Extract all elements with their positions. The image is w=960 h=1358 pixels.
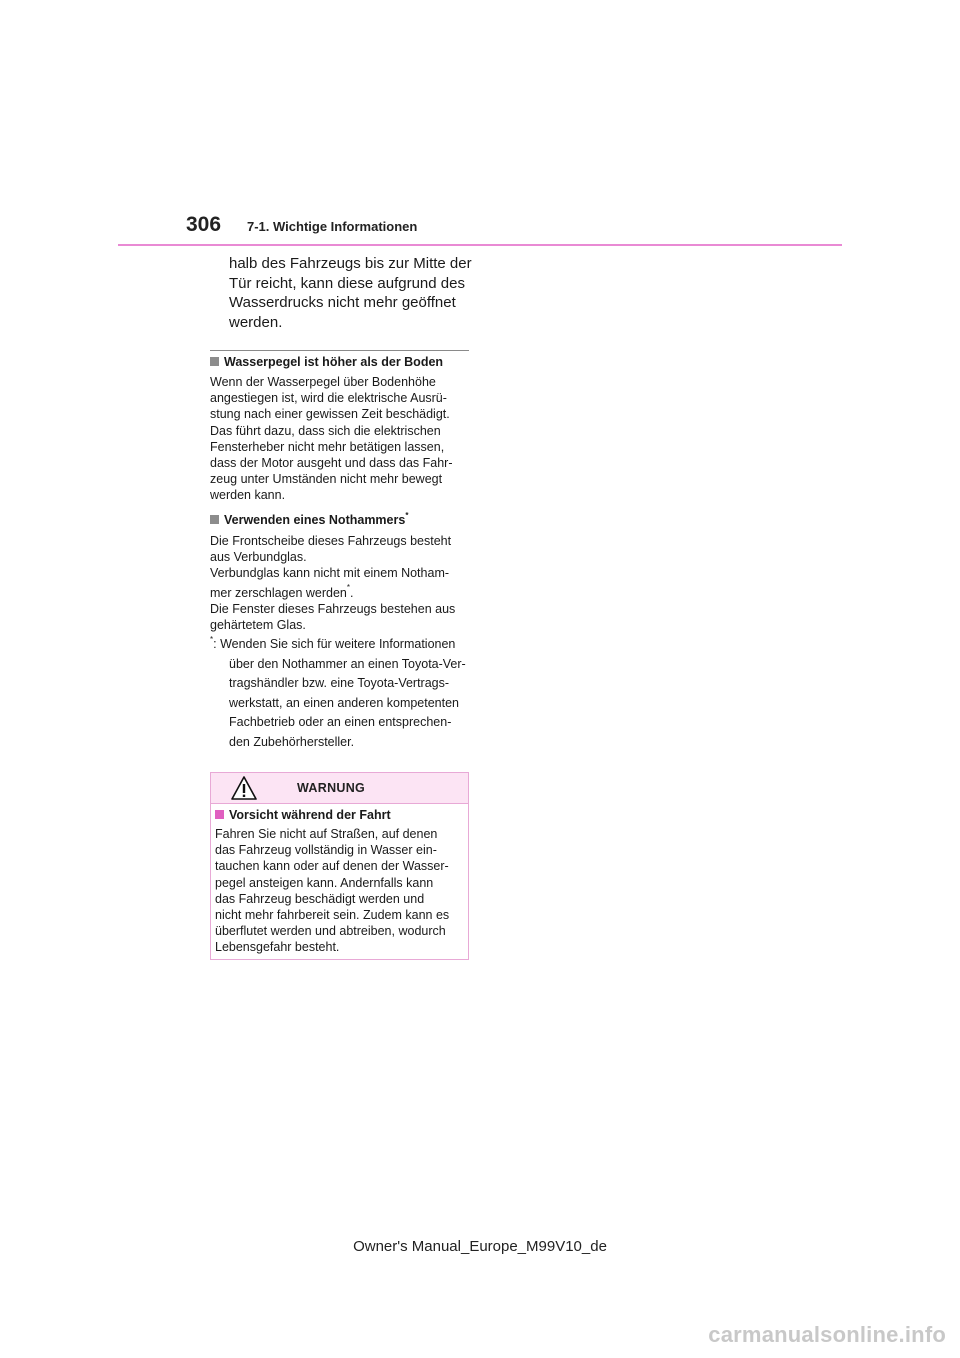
- square-bullet-icon: [210, 357, 219, 366]
- body-line: gehärtetem Glas.: [210, 618, 306, 633]
- section-body-emergency-hammer: [210, 533, 470, 633]
- body-line: stung nach einer gewissen Zeit beschädigt.: [210, 407, 450, 422]
- body-text: .: [350, 585, 354, 600]
- footnote-marker: *: [210, 634, 214, 644]
- warning-line: Fahren Sie nicht auf Straßen, auf denen: [215, 827, 438, 841]
- warning-line: nicht mehr fahrbereit sein. Zudem kann es: [215, 908, 450, 923]
- footnote-text: : Wenden Sie sich für weitere Informationen: [213, 637, 456, 651]
- footnote-line: Fachbetrieb oder an einen entsprechen-: [229, 715, 452, 729]
- body-line: zeug unter Umständen nicht mehr bewegt: [210, 472, 443, 487]
- square-bullet-icon: [210, 515, 219, 524]
- warning-title: WARNUNG: [297, 781, 366, 795]
- warning-heading: [215, 808, 391, 822]
- warning-line: das Fahrzeug beschädigt werden und: [215, 891, 425, 906]
- body-line: Die Frontscheibe dieses Fahrzeugs besteht: [210, 534, 452, 548]
- footnote-line: [210, 635, 480, 655]
- body-line: Wenn der Wasserpegel über Bodenhöhe: [210, 375, 436, 389]
- intro-paragraph: [229, 254, 479, 332]
- footnote: [210, 635, 480, 752]
- intro-line: werden.: [229, 313, 283, 331]
- footnote-line: über den Nothammer an einen Toyota-Ver-: [229, 656, 466, 671]
- warning-line: Lebensgefahr besteht.: [215, 940, 340, 955]
- body-line: aus Verbundglas.: [210, 550, 307, 565]
- body-line: Das führt dazu, dass sich die elektrischen: [210, 423, 441, 438]
- section-heading-text: Verwenden eines Nothammers: [224, 513, 406, 527]
- warning-box: [210, 772, 469, 960]
- footer-text: Owner's Manual_Europe_M99V10_de: [353, 1238, 607, 1255]
- body-text: mer zerschlagen werden: [210, 585, 347, 600]
- warning-body: [215, 826, 465, 956]
- section-heading-water-level: [210, 355, 443, 369]
- section-title: 7-1. Wichtige Informationen: [247, 219, 418, 234]
- warning-heading-text: Vorsicht während der Fahrt: [229, 808, 391, 822]
- warning-line: das Fahrzeug vollständig in Wasser ein-: [215, 843, 437, 858]
- warning-line: pegel ansteigen kann. Andernfalls kann: [215, 875, 434, 890]
- section-separator: [210, 350, 469, 351]
- section-heading-text: Wasserpegel ist höher als der Boden: [224, 355, 444, 369]
- body-line: angestiegen ist, wird die elektrische Ausrü-: [210, 391, 447, 406]
- body-line: dass der Motor ausgeht und dass das Fahr-: [210, 456, 453, 471]
- section-heading-emergency-hammer: [210, 510, 409, 527]
- warning-header: [211, 773, 468, 804]
- intro-line: Tür reicht, kann diese aufgrund des: [229, 274, 465, 292]
- page-number: 306: [186, 213, 222, 236]
- footnote-line: werkstatt, an einen anderen kompetenten: [229, 695, 460, 710]
- warning-line: tauchen kann oder auf denen der Wasser-: [215, 859, 449, 874]
- footnote-line: tragshändler bzw. eine Toyota-Vertrags-: [229, 676, 450, 690]
- footnote-line: den Zubehörhersteller.: [229, 734, 355, 749]
- footnote-marker: *: [405, 510, 409, 520]
- body-line: Verbundglas kann nicht mit einem Notham-: [210, 566, 450, 581]
- body-line: werden kann.: [210, 488, 286, 503]
- body-line: [210, 585, 470, 601]
- body-line: Die Fenster dieses Fahrzeugs bestehen aus: [210, 601, 456, 616]
- intro-line: halb des Fahrzeugs bis zur Mitte der: [229, 255, 472, 272]
- intro-line: Wasserdrucks nicht mehr geöffnet: [229, 294, 456, 312]
- warning-line: überflutet werden und abtreiben, wodurch: [215, 924, 446, 939]
- body-line: Fensterheber nicht mehr betätigen lassen,: [210, 439, 445, 454]
- watermark: carmanualsonline.info: [708, 1322, 946, 1347]
- warning-triangle-icon: [231, 776, 257, 800]
- footnote-marker: *: [346, 583, 350, 593]
- header-rule: [118, 244, 842, 246]
- page-footer: [0, 1238, 960, 1255]
- square-bullet-icon: [215, 810, 224, 819]
- section-body-water-level: [210, 374, 470, 504]
